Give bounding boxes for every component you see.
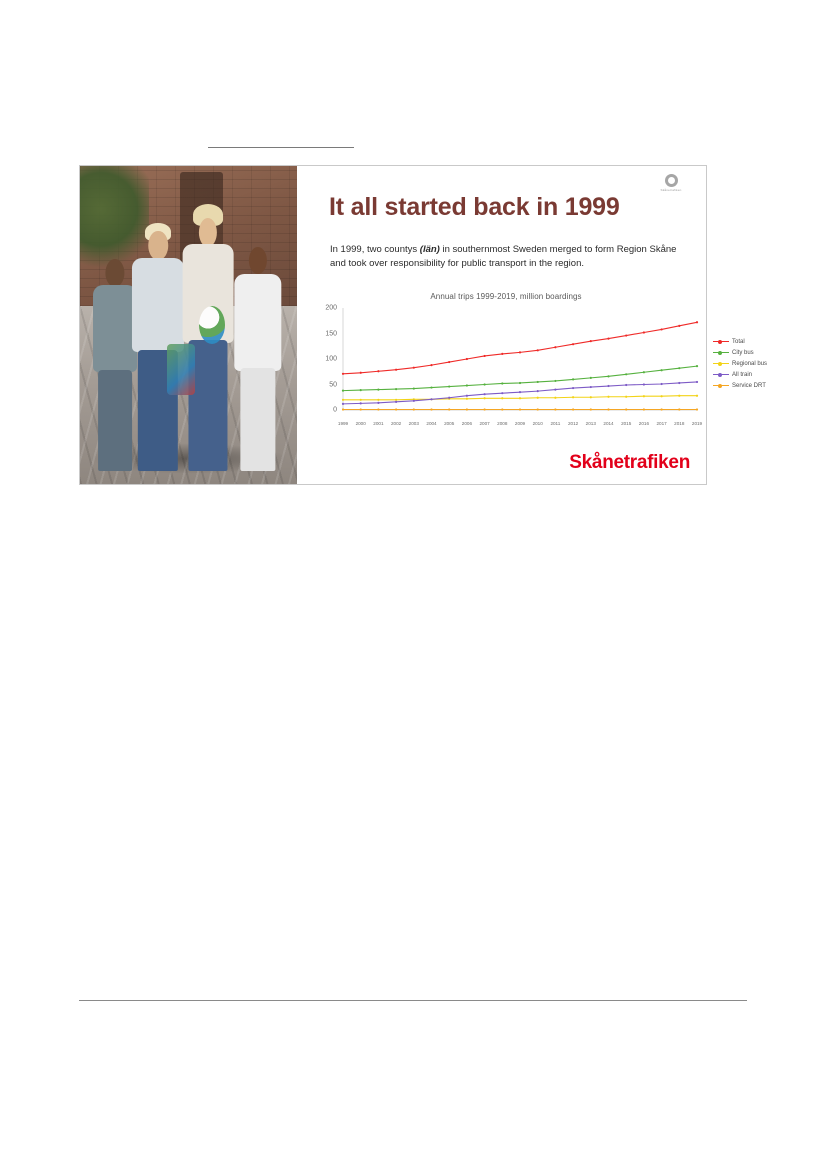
chart-data-point [572, 408, 574, 410]
chart-data-point [342, 390, 344, 392]
chart-data-point [519, 382, 521, 384]
chart-data-point [643, 371, 645, 373]
chart-legend-item [713, 369, 799, 380]
chart-data-point [678, 367, 680, 369]
chart-legend-item [713, 347, 799, 358]
chart-data-point [590, 386, 592, 388]
chart-data-point [501, 397, 503, 399]
chart-y-tick-label: 0 [333, 406, 337, 414]
chart-data-point [554, 389, 556, 391]
chart-data-point [590, 408, 592, 410]
chart-data-point [537, 390, 539, 392]
chart-x-tick-label: 2018 [674, 421, 685, 426]
chart-data-point [395, 408, 397, 410]
body-text-part-1: In 1999, two countys [330, 244, 420, 255]
chart-series-line [343, 322, 697, 374]
chart-data-point [643, 395, 645, 397]
chart-data-point [625, 384, 627, 386]
legend-label: All train [732, 371, 753, 378]
chart-data-point [466, 384, 468, 386]
chart-data-point [395, 401, 397, 403]
chart-data-point [501, 353, 503, 355]
chart-data-point [484, 383, 486, 385]
chart-legend [713, 336, 799, 391]
chart-data-point [643, 331, 645, 333]
chart-data-point [572, 396, 574, 398]
brand-wordmark: Skånetrafiken [569, 452, 690, 473]
chart-data-point [377, 408, 379, 410]
chart-data-point [554, 380, 556, 382]
chart-data-point [448, 397, 450, 399]
chart-legend-item [713, 358, 799, 369]
chart-legend-item [713, 336, 799, 347]
chart-data-point [360, 372, 362, 374]
chart-data-point [607, 396, 609, 398]
chart-data-point [377, 389, 379, 391]
chart-x-tick-label: 2000 [355, 421, 366, 426]
chart-data-point [430, 386, 432, 388]
chart-data-point [448, 408, 450, 410]
slide-body-text [330, 243, 690, 270]
chart-data-point [661, 395, 663, 397]
person-head [249, 247, 267, 274]
chart-data-point [484, 355, 486, 357]
chart-data-point [590, 340, 592, 342]
chart-data-point [678, 382, 680, 384]
chart-data-point [696, 381, 698, 383]
chart-x-tick-label: 2015 [621, 421, 632, 426]
chart-data-point [395, 399, 397, 401]
chart-x-tick-label: 2016 [638, 421, 650, 426]
chart-data-point [484, 397, 486, 399]
chart-data-point [501, 408, 503, 410]
person-head [199, 218, 217, 247]
chart-x-tick-label: 2003 [408, 421, 419, 426]
chart-title: Annual trips 1999-2019, million boardings [430, 292, 582, 301]
chart-data-point [519, 351, 521, 353]
chart-legend-item [713, 380, 799, 391]
legend-swatch-icon [713, 361, 729, 366]
chart-data-point [625, 373, 627, 375]
chart-data-point [572, 387, 574, 389]
chart-data-point [377, 399, 379, 401]
body-text-italic: (län) [419, 244, 440, 255]
chart-data-point [607, 338, 609, 340]
chart-x-tick-label: 2009 [514, 421, 526, 426]
person-head [148, 231, 168, 261]
chart-data-point [678, 408, 680, 410]
chart-data-point [537, 349, 539, 351]
legend-label: Regional bus [732, 360, 768, 367]
photo-person-4 [228, 242, 289, 471]
chart-y-tick-label: 200 [325, 304, 337, 312]
legend-label: Service DRT [732, 382, 766, 389]
chart-data-point [554, 397, 556, 399]
chart-data-point [342, 399, 344, 401]
chart-data-point [678, 325, 680, 327]
chart-data-point [484, 393, 486, 395]
slide-container [79, 165, 768, 485]
annual-trips-chart [307, 292, 705, 432]
chart-data-point [696, 321, 698, 323]
chart-data-point [466, 398, 468, 400]
chart-x-tick-label: 2017 [656, 421, 667, 426]
legend-swatch-icon [713, 372, 729, 377]
body-text-part-2: in southernmost Sweden merged to form Region Skåne and took over responsibility for public transport in the region. [330, 244, 677, 269]
chart-data-point [484, 408, 486, 410]
chart-data-point [678, 395, 680, 397]
chart-data-point [377, 370, 379, 372]
chart-data-point [572, 343, 574, 345]
chart-x-tick-label: 2011 [550, 421, 561, 426]
chart-data-point [430, 364, 432, 366]
chart-data-point [466, 408, 468, 410]
chart-data-point [519, 408, 521, 410]
chart-data-point [430, 398, 432, 400]
legend-swatch-icon [713, 339, 729, 344]
chart-data-point [342, 403, 344, 405]
chart-data-point [537, 408, 539, 410]
chart-data-point [661, 408, 663, 410]
top-divider [208, 147, 354, 148]
chart-data-point [430, 408, 432, 410]
chart-data-point [342, 408, 344, 410]
chart-data-point [448, 361, 450, 363]
chart-data-point [360, 389, 362, 391]
chart-x-tick-label: 2014 [603, 421, 614, 426]
chart-data-point [395, 388, 397, 390]
person-head [105, 259, 124, 287]
chart-y-axis-labels [307, 304, 339, 414]
chart-x-tick-label: 2005 [444, 421, 455, 426]
chart-x-tick-label: 2012 [567, 421, 579, 426]
chart-data-point [607, 408, 609, 410]
chart-x-tick-label: 2001 [373, 421, 384, 426]
chart-data-point [661, 369, 663, 371]
legend-label: City bus [732, 349, 754, 356]
chart-x-tick-label: 2013 [585, 421, 596, 426]
legend-swatch-icon [713, 350, 729, 355]
chart-data-point [377, 402, 379, 404]
slide-headline: It all started back in 1999 [329, 193, 620, 221]
people-walking-photo [80, 166, 297, 484]
chart-data-point [590, 377, 592, 379]
person-legs [240, 368, 275, 471]
chart-x-tick-label: 2004 [426, 421, 437, 426]
chart-data-point [696, 408, 698, 410]
chart-data-point [466, 395, 468, 397]
chart-x-tick-label: 2019 [691, 421, 703, 426]
chart-data-point [360, 399, 362, 401]
chart-x-axis-labels [337, 412, 703, 426]
chart-data-point [554, 346, 556, 348]
photo-shoulder-bag [167, 344, 195, 395]
chart-data-point [413, 367, 415, 369]
chart-x-tick-label: 2006 [461, 421, 473, 426]
chart-data-point [413, 400, 415, 402]
chart-data-point [360, 408, 362, 410]
chart-x-tick-label: 2007 [479, 421, 490, 426]
chart-data-point [625, 408, 627, 410]
legend-label: Total [732, 338, 745, 345]
logo-circle-icon [665, 174, 678, 187]
chart-data-point [537, 381, 539, 383]
chart-data-point [696, 365, 698, 367]
chart-data-point [466, 358, 468, 360]
chart-data-point [413, 408, 415, 410]
chart-data-point [696, 395, 698, 397]
chart-plot-area [343, 308, 697, 410]
chart-data-point [607, 385, 609, 387]
chart-data-point [625, 334, 627, 336]
chart-data-point [501, 382, 503, 384]
chart-x-tick-label: 2008 [497, 421, 508, 426]
chart-data-point [554, 408, 556, 410]
logo-caption: Skånetrafiken [660, 188, 682, 192]
chart-y-tick-label: 100 [325, 355, 337, 363]
legend-swatch-icon [713, 383, 729, 388]
chart-data-point [537, 397, 539, 399]
chart-x-tick-label: 2002 [390, 421, 402, 426]
person-torso [234, 274, 281, 370]
chart-data-point [360, 402, 362, 404]
chart-data-point [661, 383, 663, 385]
skanetrafiken-logo-icon [658, 174, 684, 192]
chart-data-point [607, 375, 609, 377]
chart-data-point [519, 397, 521, 399]
chart-data-point [342, 373, 344, 375]
chart-svg [343, 308, 697, 410]
chart-data-point [643, 383, 645, 385]
chart-x-tick-label: 1999 [337, 421, 349, 426]
chart-data-point [625, 396, 627, 398]
chart-data-point [590, 396, 592, 398]
chart-x-tick-label: 2010 [532, 421, 543, 426]
chart-data-point [519, 391, 521, 393]
chart-data-point [572, 378, 574, 380]
chart-data-point [661, 328, 663, 330]
chart-data-point [395, 369, 397, 371]
chart-data-point [643, 408, 645, 410]
chart-data-point [501, 392, 503, 394]
chart-y-tick-label: 50 [329, 381, 337, 388]
chart-y-tick-label: 150 [325, 330, 337, 337]
bottom-divider [79, 1000, 747, 1001]
chart-data-point [413, 387, 415, 389]
chart-data-point [448, 385, 450, 387]
slide-content [297, 166, 768, 484]
